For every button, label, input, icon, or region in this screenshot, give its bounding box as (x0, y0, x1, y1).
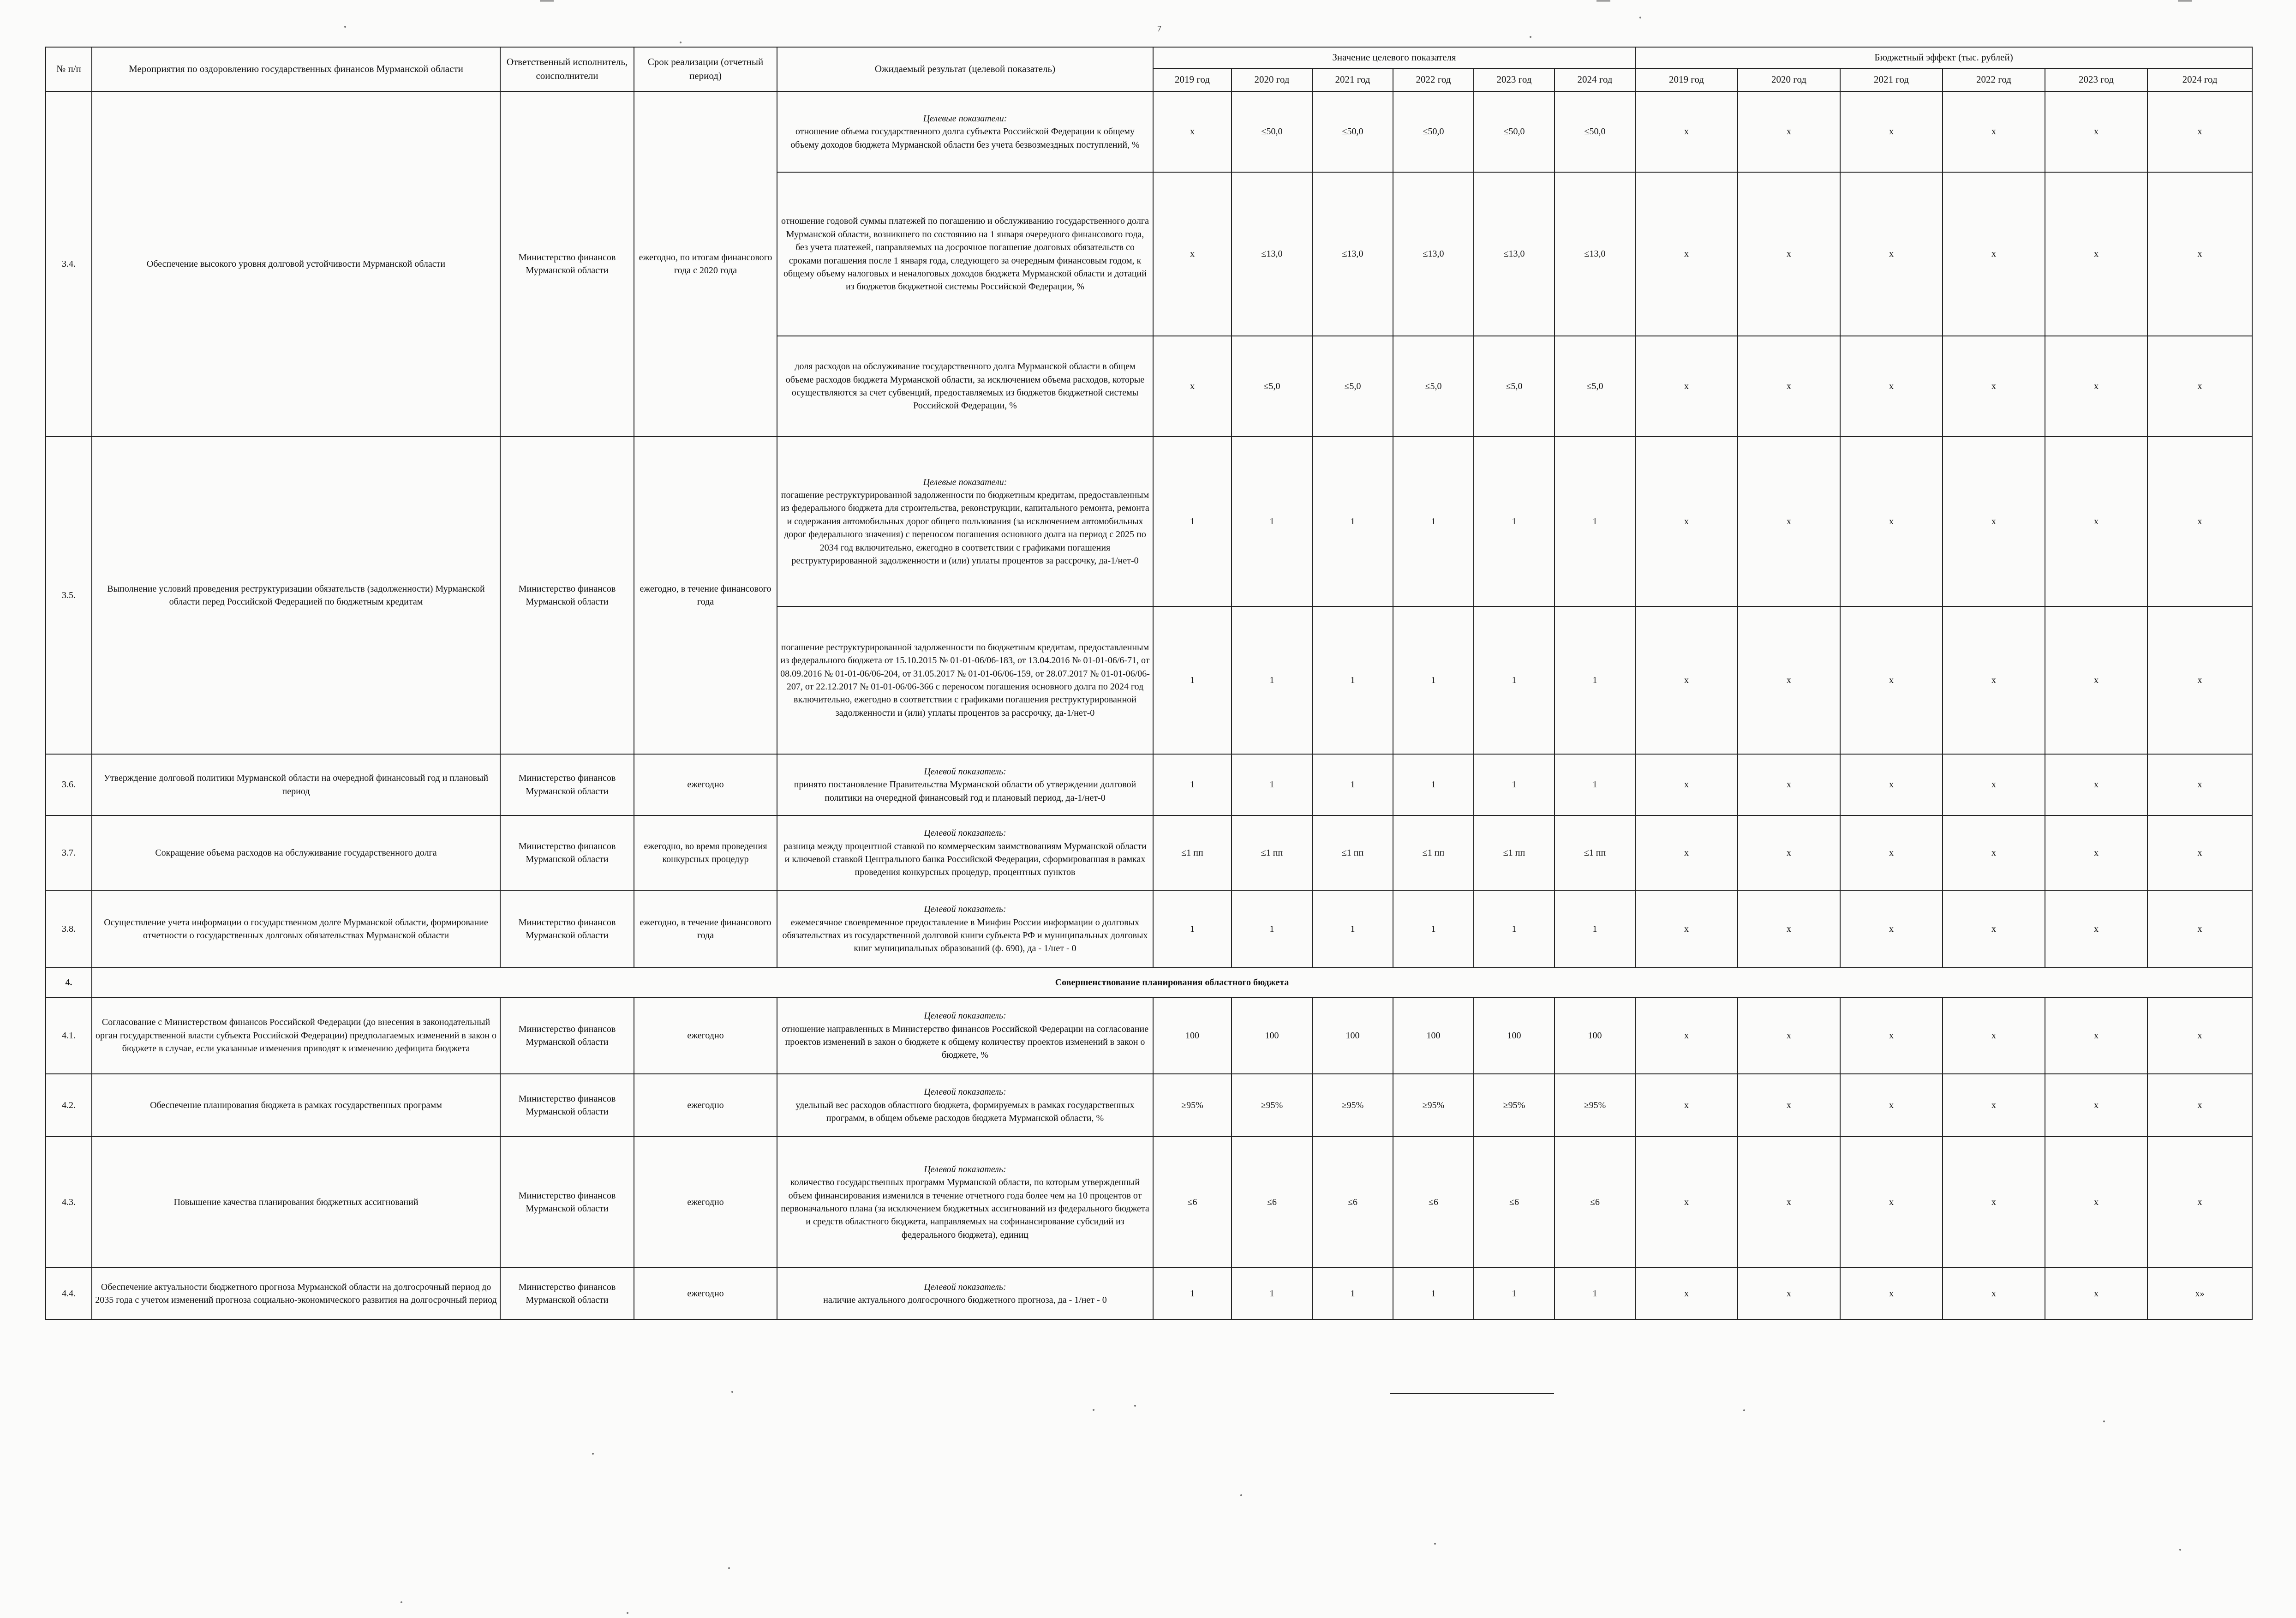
target-value: 1 (1393, 606, 1474, 754)
budget-effect: x (1738, 815, 1840, 890)
table-row (46, 815, 2252, 890)
result-caption: Целевые показатели: (923, 113, 1007, 124)
result-cell (777, 997, 1153, 1074)
result-text: количество государственных программ Мурманской области, по которым утвержденный объем финансирования изменился в течение отчетного года более чем на 10 процентов от первоначального плана (за исключением бюджетных ассигнований из федерального бюджета и средств областного бюджета, направляемых на софинансирование субсидий из федерального бюджета), единиц (781, 1177, 1149, 1240)
budget-effect: x (1840, 606, 1943, 754)
result-caption: Целевой показатель: (924, 828, 1006, 839)
target-value: ≤5,0 (1232, 336, 1312, 437)
target-value: ≤5,0 (1474, 336, 1555, 437)
target-value: 1 (1232, 890, 1312, 968)
budget-effect: x (1738, 172, 1840, 336)
budget-effect: x (1635, 606, 1738, 754)
target-value: 1 (1555, 437, 1635, 606)
target-value: ≤6 (1153, 1137, 1232, 1268)
budget-effect: x (1635, 997, 1738, 1074)
target-value: ≤6 (1555, 1137, 1635, 1268)
budget-effect: x (2045, 606, 2147, 754)
target-value: ≤5,0 (1312, 336, 1393, 437)
table-row (46, 1268, 2252, 1319)
target-value: ≤1 пп (1153, 815, 1232, 890)
result-cell (777, 437, 1153, 606)
target-value: ≥95% (1474, 1074, 1555, 1137)
table-row (46, 754, 2252, 815)
executor-text: Министерство финансов Мурманской области (500, 1137, 634, 1268)
target-value: ≤50,0 (1393, 91, 1474, 172)
target-value: 1 (1153, 437, 1232, 606)
executor-text: Министерство финансов Мурманской области (500, 997, 634, 1074)
budget-effect: x (2045, 336, 2147, 437)
section-number: 4. (46, 968, 92, 997)
budget-effect: x (1635, 890, 1738, 968)
measure-text: Повышение качества планирования бюджетных ассигнований (92, 1137, 500, 1268)
target-value: ≤1 пп (1232, 815, 1312, 890)
header-target-year: 2020 год (1232, 68, 1312, 91)
target-value: ≤13,0 (1312, 172, 1393, 336)
target-value: ≥95% (1555, 1074, 1635, 1137)
header-budget-year: 2022 год (1943, 68, 2045, 91)
row-number: 3.7. (46, 815, 92, 890)
target-value: 1 (1153, 754, 1232, 815)
target-value: 100 (1474, 997, 1555, 1074)
budget-effect: x (2147, 1137, 2252, 1268)
measure-text: Обеспечение актуальности бюджетного прогноза Мурманской области на долгосрочный период до 2035 года с учетом изменений прогноза социально-экономического развития на долгосрочный период (92, 1268, 500, 1319)
header-budget-year: 2024 год (2147, 68, 2252, 91)
budget-effect: x (1943, 1074, 2045, 1137)
budget-effect: x (2045, 997, 2147, 1074)
executor-text: Министерство финансов Мурманской области (500, 437, 634, 754)
row-number: 3.6. (46, 754, 92, 815)
target-value: ≤6 (1232, 1137, 1312, 1268)
term-text: ежегодно, по итогам финансового года с 2020 года (634, 91, 777, 437)
target-value: 100 (1393, 997, 1474, 1074)
result-caption: Целевой показатель: (924, 1011, 1006, 1021)
table-row (46, 997, 2252, 1074)
budget-effect: x (1840, 997, 1943, 1074)
budget-effect: x (1943, 815, 2045, 890)
result-text: доля расходов на обслуживание государственного долга Мурманской области в общем объеме расходов бюджета Мурманской области, за исключением объема расходов, которые осуществляются за счет субвенций, предоставляемых из бюджетов бюджетной системы Российской Федерации, % (785, 361, 1145, 411)
header-target-group: Значение целевого показателя (1153, 47, 1635, 68)
executor-text: Министерство финансов Мурманской области (500, 1268, 634, 1319)
target-value: ≤50,0 (1312, 91, 1393, 172)
executor-text: Министерство финансов Мурманской области (500, 890, 634, 968)
executor-text: Министерство финансов Мурманской области (500, 754, 634, 815)
term-text: ежегодно (634, 1137, 777, 1268)
target-value: 1 (1474, 437, 1555, 606)
target-value: ≤5,0 (1555, 336, 1635, 437)
header-target-year: 2022 год (1393, 68, 1474, 91)
header-budget-group: Бюджетный эффект (тыс. рублей) (1635, 47, 2252, 68)
result-text: ежемесячное своевременное предоставление в Минфин России информации о долговых обязательствах из государственной долговой книги субъекта РФ и муниципальных долговых книг муниципальных образований (ф. 690), да - 1/нет - 0 (782, 917, 1148, 954)
budget-effect: x (1943, 437, 2045, 606)
budget-effect: x (1943, 336, 2045, 437)
budget-effect: x (2045, 1268, 2147, 1319)
target-value: 1 (1232, 1268, 1312, 1319)
result-cell (777, 1268, 1153, 1319)
target-value: ≤6 (1474, 1137, 1555, 1268)
budget-effect: x (1635, 172, 1738, 336)
term-text: ежегодно, во время проведения конкурсных процедур (634, 815, 777, 890)
result-cell (777, 754, 1153, 815)
term-text: ежегодно (634, 754, 777, 815)
row-number: 4.4. (46, 1268, 92, 1319)
result-caption: Целевой показатель: (924, 1282, 1006, 1292)
target-value: 1 (1393, 890, 1474, 968)
budget-effect: x» (2147, 1268, 2252, 1319)
budget-effect: x (1943, 997, 2045, 1074)
result-cell (777, 890, 1153, 968)
header-target-year: 2019 год (1153, 68, 1232, 91)
target-value: 100 (1312, 997, 1393, 1074)
term-text: ежегодно (634, 997, 777, 1074)
target-value: 1 (1474, 754, 1555, 815)
budget-effect: x (1738, 336, 1840, 437)
result-text: отношение объема государственного долга субъекта Российской Федерации к общему объему доходов бюджета Мурманской области без учета безвозмездных поступлений, % (790, 126, 1140, 150)
measure-text: Осуществление учета информации о государственном долге Мурманской области, формирование отчетности о государственных долговых обязательствах Мурманской области (92, 890, 500, 968)
target-value: 100 (1555, 997, 1635, 1074)
budget-effect: x (2147, 815, 2252, 890)
header-budget-year: 2019 год (1635, 68, 1738, 91)
row-number: 4.3. (46, 1137, 92, 1268)
target-value: ≤6 (1312, 1137, 1393, 1268)
budget-effect: x (1635, 754, 1738, 815)
budget-effect: x (1840, 1137, 1943, 1268)
budget-effect: x (1635, 1268, 1738, 1319)
target-value: x (1153, 91, 1232, 172)
budget-effect: x (2045, 1074, 2147, 1137)
target-value: ≥95% (1393, 1074, 1474, 1137)
budget-effect: x (1943, 606, 2045, 754)
budget-effect: x (1840, 172, 1943, 336)
target-value: 1 (1393, 1268, 1474, 1319)
end-divider (1390, 1393, 1554, 1394)
budget-effect: x (2045, 437, 2147, 606)
table-row (46, 1074, 2252, 1137)
header-target-year: 2023 год (1474, 68, 1555, 91)
target-value: ≤50,0 (1555, 91, 1635, 172)
budget-effect: x (1738, 606, 1840, 754)
target-value: ≤6 (1393, 1137, 1474, 1268)
header-term: Срок реализации (отчетный период) (634, 47, 777, 91)
target-value: ≤13,0 (1393, 172, 1474, 336)
budget-effect: x (1840, 1074, 1943, 1137)
result-text: принято постановление Правительства Мурманской области об утверждении долговой политики на очередной финансовый год и плановый период, да-1/нет-0 (794, 779, 1136, 803)
budget-effect: x (1943, 172, 2045, 336)
target-value: 1 (1232, 754, 1312, 815)
budget-effect: x (1738, 1074, 1840, 1137)
result-text: погашение реструктурированной задолженности по бюджетным кредитам, предоставленным из федерального бюджета от 15.10.2015 № 01-01-06/06-183, от 13.04.2016 № 01-01-06/6-71, от 08.09.2016 № 01-01-06/06-204, от 31.05.2017 № 01-01-06/06-159, от 28.07.2017 № 01-01-06/06-207, от 22.12.2017 № 01-01-06/06-366 с переносом погашения основного долга по 2024 год включительно, ежегодно в соответствии с графиками погашения реструктурированной задолженности и (или) уплаты процентов за рассрочку, да-1/нет-0 (780, 642, 1150, 718)
budget-effect: x (2147, 997, 2252, 1074)
budget-effect: x (1635, 336, 1738, 437)
budget-effect: x (1738, 997, 1840, 1074)
result-text: отношение годовой суммы платежей по погашению и обслуживанию государственного долга Мурманской области, возникшего по состоянию на 1 января очередного финансового года, без учета платежей, направляемых на досрочное погашение долговых обязательств со сроками погашения после 1 января года, следующего за очередным финансовым годом, к общему объему налоговых и неналоговых доходов бюджета Мурманской области и дотаций из бюджетов бюджетной системы Российской Федерации, % (781, 216, 1149, 292)
header-target-year: 2024 год (1555, 68, 1635, 91)
budget-effect: x (1840, 336, 1943, 437)
budget-effect: x (1738, 890, 1840, 968)
budget-effect: x (1840, 437, 1943, 606)
header-executor: Ответственный исполнитель, соисполнители (500, 47, 634, 91)
row-number: 4.1. (46, 997, 92, 1074)
budget-effect: x (1635, 91, 1738, 172)
target-value: ≤5,0 (1393, 336, 1474, 437)
target-value: x (1153, 336, 1232, 437)
target-value: 1 (1153, 606, 1232, 754)
budget-effect: x (1635, 1074, 1738, 1137)
result-text: удельный вес расходов областного бюджета, формируемых в рамках государственных программ, в общем объеме расходов бюджета Мурманской области, % (795, 1100, 1135, 1124)
budget-effect: x (1943, 754, 2045, 815)
table-row (46, 1137, 2252, 1268)
result-cell (777, 91, 1153, 172)
term-text: ежегодно (634, 1268, 777, 1319)
budget-effect: x (2147, 172, 2252, 336)
result-cell (777, 1137, 1153, 1268)
budget-effect: x (2045, 172, 2147, 336)
result-caption: Целевой показатель: (924, 1087, 1006, 1097)
header-row-1 (46, 47, 2252, 68)
table-body (46, 91, 2252, 1319)
section-row (46, 968, 2252, 997)
target-value: 1 (1393, 437, 1474, 606)
target-value: ≥95% (1312, 1074, 1393, 1137)
target-value: ≤13,0 (1474, 172, 1555, 336)
target-value: 1 (1312, 754, 1393, 815)
result-cell (777, 1074, 1153, 1137)
budget-effect: x (2045, 890, 2147, 968)
executor-text: Министерство финансов Мурманской области (500, 1074, 634, 1137)
budget-effect: x (2147, 890, 2252, 968)
target-value: 1 (1312, 437, 1393, 606)
budget-effect: x (2147, 91, 2252, 172)
result-text: наличие актуального долгосрочного бюджетного прогноза, да - 1/нет - 0 (823, 1295, 1107, 1305)
result-text: разница между процентной ставкой по коммерческим заимствованиям Мурманской области и ключевой ставкой Центрального банка Российской Федерации, сформированная в рамках проведения конкурсных процедур, процентных пунктов (783, 841, 1147, 878)
target-value: 1 (1312, 1268, 1393, 1319)
budget-effect: x (1943, 890, 2045, 968)
row-number: 3.5. (46, 437, 92, 754)
row-number: 3.8. (46, 890, 92, 968)
result-text: погашение реструктурированной задолженности по бюджетным кредитам, предоставленным из федерального бюджета для строительства, реконструкции, капитального ремонта, ремонта и содержания автомобильных дорог общего пользования (за исключением автомобильных дорог федерального значения) с переносом погашения основного долга на период с 2025 по 2034 год включительно, ежегодно в соответствии с графиками погашения реструктурированной задолженности и (или) уплаты процентов за рассрочку, да-1/нет-0 (781, 490, 1149, 566)
target-value: ≤1 пп (1555, 815, 1635, 890)
target-value: ≤1 пп (1474, 815, 1555, 890)
target-value: ≤50,0 (1474, 91, 1555, 172)
target-value: ≤1 пп (1312, 815, 1393, 890)
budget-effect: x (1635, 1137, 1738, 1268)
result-cell (777, 606, 1153, 754)
target-value: 1 (1555, 754, 1635, 815)
target-value: 1 (1555, 1268, 1635, 1319)
term-text: ежегодно, в течение финансового года (634, 437, 777, 754)
budget-effect: x (1738, 437, 1840, 606)
target-value: 100 (1153, 997, 1232, 1074)
table-row (46, 91, 2252, 172)
budget-effect: x (2147, 437, 2252, 606)
executor-text: Министерство финансов Мурманской области (500, 815, 634, 890)
header-budget-year: 2020 год (1738, 68, 1840, 91)
result-cell (777, 815, 1153, 890)
target-value: ≥95% (1232, 1074, 1312, 1137)
target-value: ≤50,0 (1232, 91, 1312, 172)
target-value: 1 (1474, 1268, 1555, 1319)
measure-text: Обеспечение высокого уровня долговой устойчивости Мурманской области (92, 91, 500, 437)
measure-text: Выполнение условий проведения реструктуризации обязательств (задолженности) Мурманской области перед Российской Федерацией по бюджетным кредитам (92, 437, 500, 754)
budget-effect: x (1738, 754, 1840, 815)
result-caption: Целевые показатели: (923, 477, 1007, 487)
target-value: ≤1 пп (1393, 815, 1474, 890)
term-text: ежегодно (634, 1074, 777, 1137)
header-num: № п/п (46, 47, 92, 91)
table-row (46, 890, 2252, 968)
measure-text: Сокращение объема расходов на обслуживание государственного долга (92, 815, 500, 890)
measure-text: Обеспечение планирования бюджета в рамках государственных программ (92, 1074, 500, 1137)
result-cell (777, 336, 1153, 437)
target-value: 1 (1153, 890, 1232, 968)
target-value: x (1153, 172, 1232, 336)
target-value: 1 (1312, 606, 1393, 754)
budget-effect: x (2147, 336, 2252, 437)
result-caption: Целевой показатель: (924, 1164, 1006, 1175)
target-value: 1 (1312, 890, 1393, 968)
header-budget-year: 2021 год (1840, 68, 1943, 91)
target-value: 1 (1232, 437, 1312, 606)
budget-effect: x (2045, 1137, 2147, 1268)
target-value: 1 (1393, 754, 1474, 815)
target-value: 1 (1555, 606, 1635, 754)
target-value: 1 (1555, 890, 1635, 968)
budget-effect: x (2147, 1074, 2252, 1137)
measures-table (45, 47, 2253, 1320)
target-value: 1 (1153, 1268, 1232, 1319)
budget-effect: x (1943, 1137, 2045, 1268)
budget-effect: x (2045, 815, 2147, 890)
budget-effect: x (1840, 91, 1943, 172)
budget-effect: x (1738, 1268, 1840, 1319)
target-value: 100 (1232, 997, 1312, 1074)
header-target-year: 2021 год (1312, 68, 1393, 91)
budget-effect: x (1635, 437, 1738, 606)
row-number: 3.4. (46, 91, 92, 437)
header-measure: Мероприятия по оздоровлению государственных финансов Мурманской области (92, 47, 500, 91)
budget-effect: x (1840, 754, 1943, 815)
result-caption: Целевой показатель: (924, 904, 1006, 915)
budget-effect: x (1738, 91, 1840, 172)
budget-effect: x (2045, 754, 2147, 815)
result-text: отношение направленных в Министерство финансов Российской Федерации на согласование проектов изменений в закон о бюджете к общему количеству проектов изменений в закон о бюджете, % (781, 1024, 1149, 1061)
result-caption: Целевой показатель: (924, 766, 1006, 777)
budget-effect: x (1840, 815, 1943, 890)
page-number: 7 (1157, 24, 1161, 33)
target-value: ≥95% (1153, 1074, 1232, 1137)
budget-effect: x (1943, 91, 2045, 172)
measure-text: Согласование с Министерством финансов Российской Федерации (до внесения в законодательный орган государственной власти субъекта Российской Федерации) предполагаемых изменений в закон о бюджете в случае, если указанные изменения приводят к изменению дефицита бюджета (92, 997, 500, 1074)
budget-effect: x (1840, 890, 1943, 968)
budget-effect: x (1635, 815, 1738, 890)
table-row (46, 437, 2252, 606)
budget-effect: x (1840, 1268, 1943, 1319)
target-value: ≤13,0 (1232, 172, 1312, 336)
target-value: 1 (1474, 606, 1555, 754)
target-value: 1 (1474, 890, 1555, 968)
target-value: 1 (1232, 606, 1312, 754)
target-value: ≤13,0 (1555, 172, 1635, 336)
budget-effect: x (2045, 91, 2147, 172)
budget-effect: x (1943, 1268, 2045, 1319)
section-title: Совершенствование планирования областного бюджета (92, 968, 2252, 997)
budget-effect: x (2147, 606, 2252, 754)
result-cell (777, 172, 1153, 336)
header-result: Ожидаемый результат (целевой показатель) (777, 47, 1153, 91)
executor-text: Министерство финансов Мурманской области (500, 91, 634, 437)
header-budget-year: 2023 год (2045, 68, 2147, 91)
budget-effect: x (2147, 754, 2252, 815)
measure-text: Утверждение долговой политики Мурманской области на очередной финансовый год и плановый период (92, 754, 500, 815)
budget-effect: x (1738, 1137, 1840, 1268)
term-text: ежегодно, в течение финансового года (634, 890, 777, 968)
row-number: 4.2. (46, 1074, 92, 1137)
